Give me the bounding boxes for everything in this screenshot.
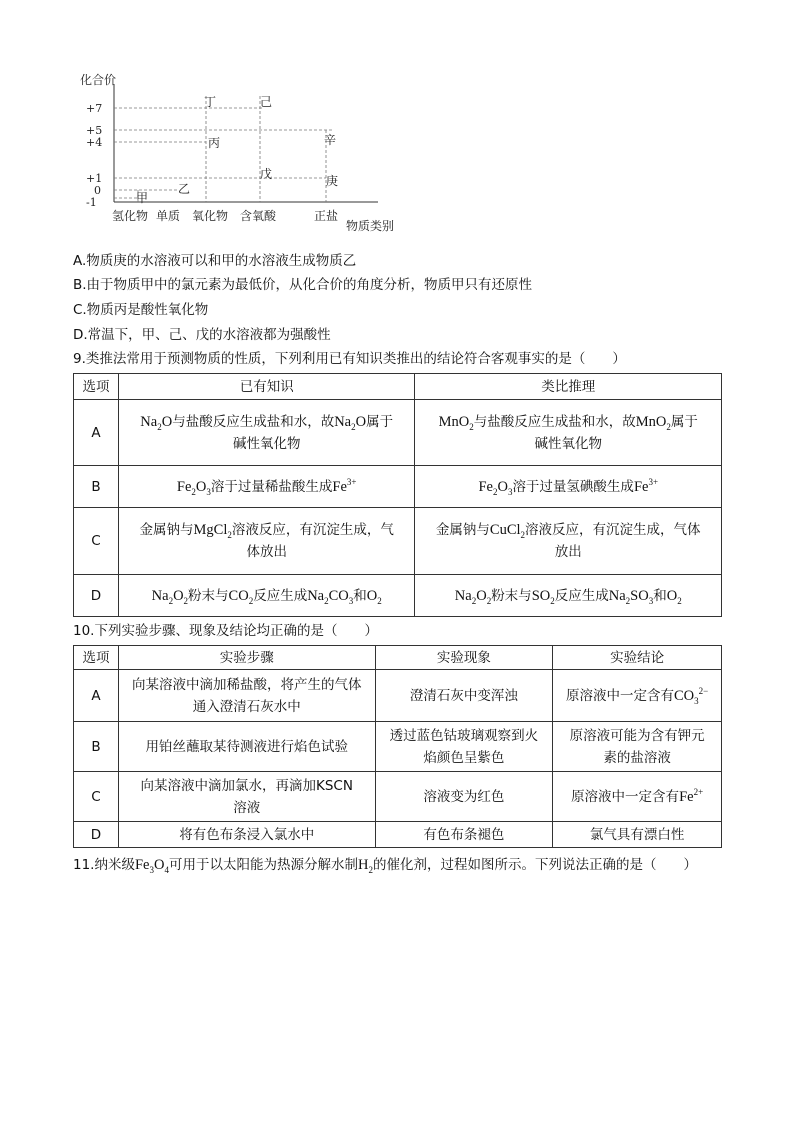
option-cell: B xyxy=(74,466,119,508)
known-cell: $Na_2O$与盐酸反应生成盐和水，故$Na_2O$属于 碱性氧化物 xyxy=(118,400,415,466)
header-cell: 类比推理 xyxy=(415,374,722,400)
header-cell: 已有知识 xyxy=(118,374,415,400)
phenomenon-cell: 溶液变为红色 xyxy=(375,772,553,822)
table-row xyxy=(74,508,722,575)
option-cell: B xyxy=(74,722,119,772)
point-xin: 辛 xyxy=(324,133,337,147)
category-label: 含氧酸 xyxy=(240,209,277,223)
point-ji: 己 xyxy=(260,95,273,109)
inference-cell: $Na_2O_2$粉末与$SO_2$反应生成$Na_2SO_3$和$O_2$ xyxy=(415,575,722,617)
phenomenon-cell: 澄清石灰中变浑浊 xyxy=(375,670,553,722)
category-label: 单质 xyxy=(156,209,181,223)
known-cell: $Fe_2O_3$溶于过量稀盐酸生成$Fe^{3+}$ xyxy=(118,466,415,508)
q8-option-a: A.物质庚的水溶液可以和甲的水溶液生成物质乙 xyxy=(73,253,357,269)
q11-title: 11.纳米级$Fe_3O_4$可用于以太阳能为热源分解水制$H_2$的催化剂，过程如图所示。下列说法正确的是（ ） xyxy=(73,857,697,875)
header-cell: 实验步骤 xyxy=(118,646,375,670)
table-header-row xyxy=(74,374,722,400)
x-axis-label: 物质类别 xyxy=(346,219,395,233)
category-label: 氢化物 xyxy=(112,209,149,223)
q8-option-c: C.物质丙是酸性氧化物 xyxy=(73,302,209,318)
point-yi: 乙 xyxy=(178,182,191,196)
y-tick-label: +7 xyxy=(86,102,103,115)
y-tick-label: +4 xyxy=(86,136,103,149)
q10-title: 10.下列实验步骤、现象及结论均正确的是（ ） xyxy=(73,623,378,639)
y-axis-label: 化合价 xyxy=(80,73,117,87)
step-cell: 向某溶液中滴加稀盐酸，将产生的气体 通入澄清石灰水中 xyxy=(118,670,375,722)
option-cell: A xyxy=(74,400,119,466)
table-row xyxy=(74,400,722,466)
point-wu: 戊 xyxy=(260,167,273,181)
phenomenon-cell: 有色布条褪色 xyxy=(375,822,553,848)
option-cell: C xyxy=(74,508,119,575)
point-jia: 甲 xyxy=(136,191,149,205)
header-cell: 实验结论 xyxy=(553,646,722,670)
header-cell: 选项 xyxy=(74,646,119,670)
known-cell: 金属钠与MgCl$_2$溶液反应，有沉淀生成，气 体放出 xyxy=(118,508,415,575)
table-row xyxy=(74,772,722,822)
phenomenon-cell: 透过蓝色钴玻璃观察到火 焰颜色呈紫色 xyxy=(375,722,553,772)
point-bing: 丙 xyxy=(208,136,221,150)
y-tick-label: -1 xyxy=(86,196,97,209)
q9-table xyxy=(73,373,722,617)
y-tick-label: +1 xyxy=(86,172,103,185)
table-row xyxy=(74,722,722,772)
q8-option-d: D.常温下，甲、己、戊的水溶液都为强酸性 xyxy=(73,327,331,343)
conclusion-cell: 氯气具有漂白性 xyxy=(553,822,722,848)
step-cell: 用铂丝蘸取某待测液进行焰色试验 xyxy=(118,722,375,772)
table-row xyxy=(74,466,722,508)
point-geng: 庚 xyxy=(326,174,339,188)
q8-option-b: B.由于物质甲中的氯元素为最低价，从化合价的角度分析，物质甲只有还原性 xyxy=(73,277,533,293)
category-label: 氧化物 xyxy=(192,209,229,223)
table-row xyxy=(74,670,722,722)
option-cell: C xyxy=(74,772,119,822)
option-cell: A xyxy=(74,670,119,722)
inference-cell: $Fe_2O_3$溶于过量氢碘酸生成$Fe^{3+}$ xyxy=(415,466,722,508)
conclusion-cell: 原溶液中一定含有$Fe^{2+}$ xyxy=(553,772,722,822)
conclusion-cell: 原溶液可能为含有钾元 素的盐溶液 xyxy=(553,722,722,772)
inference-cell: 金属钠与CuCl$_2$溶液反应，有沉淀生成，气体 放出 xyxy=(415,508,722,575)
point-ding: 丁 xyxy=(204,95,217,109)
q9-title: 9.类推法常用于预测物质的性质，下列利用已有知识类推出的结论符合客观事实的是（ ） xyxy=(73,351,626,367)
y-tick-label: +5 xyxy=(86,124,103,137)
table-header-row xyxy=(74,646,722,670)
table-row xyxy=(74,575,722,617)
option-cell: D xyxy=(74,822,119,848)
conclusion-cell: 原溶液中一定含有$CO_3^{2-}$ xyxy=(553,670,722,722)
option-cell: D xyxy=(74,575,119,617)
known-cell: $Na_2O_2$粉末与$CO_2$反应生成$Na_2CO_3$和$O_2$ xyxy=(118,575,415,617)
gridlines xyxy=(114,96,333,202)
step-cell: 向某溶液中滴加氯水，再滴加KSCN 溶液 xyxy=(118,772,375,822)
q10-table xyxy=(73,645,722,848)
header-cell: 选项 xyxy=(74,374,119,400)
inference-cell: MnO$_2$与盐酸反应生成盐和水，故MnO$_2$属于 碱性氧化物 xyxy=(415,400,722,466)
table-row xyxy=(74,822,722,848)
category-label: 正盐 xyxy=(314,209,339,223)
valence-chart xyxy=(78,66,408,244)
y-tick-label: 0 xyxy=(94,184,101,197)
header-cell: 实验现象 xyxy=(375,646,553,670)
step-cell: 将有色布条浸入氯水中 xyxy=(118,822,375,848)
